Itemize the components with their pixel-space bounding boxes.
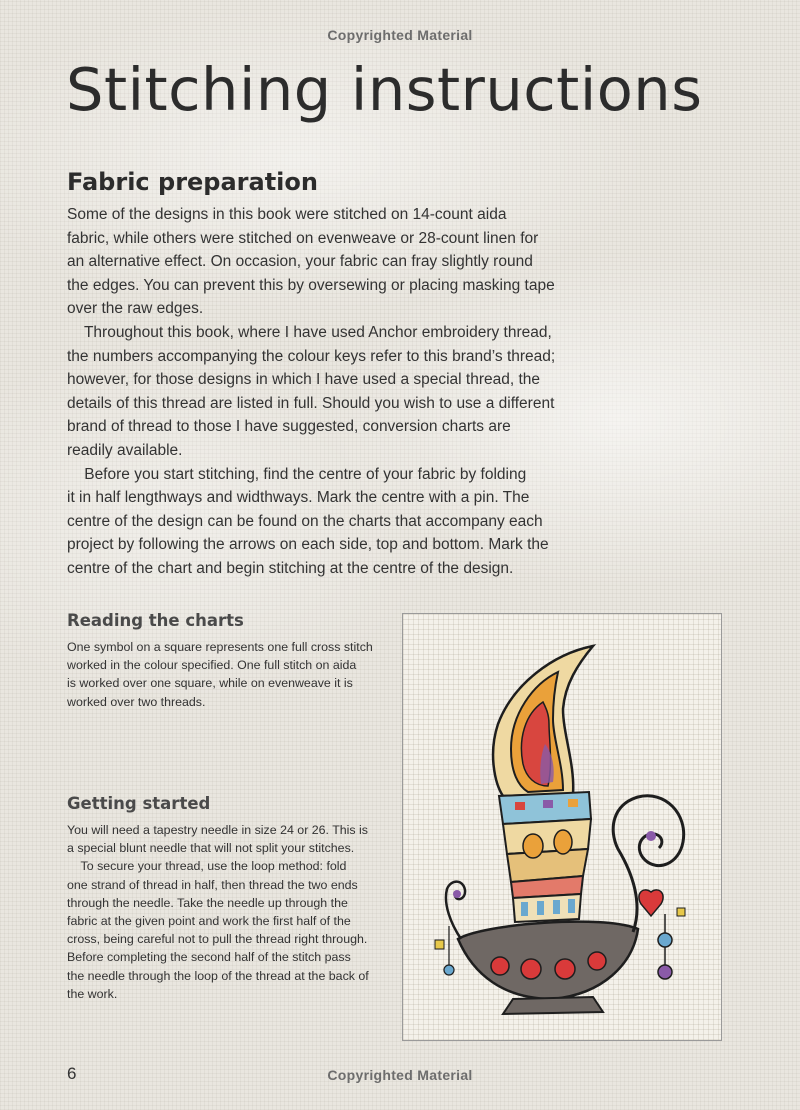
spiral-dot [453,890,461,898]
reading-charts-heading: Reading the charts [67,611,244,630]
body-line: however, for those designs in which I have used a special thread, the [67,371,541,389]
candle-window [554,830,572,854]
heart-icon [639,890,663,916]
fabric-preparation-heading: Fabric preparation [67,168,318,196]
lamp-gem [491,957,509,975]
body-line: You will need a tapestry needle in size 24 or 26. This is [67,823,368,837]
header-copyright: Copyrighted Material [327,27,473,43]
charm-dot [435,940,444,949]
body-line: it in half lengthways and widthways. Mark the centre with a pin. The [67,489,530,507]
charm-bead [658,933,672,947]
body-line: cross, being careful not to pull the thread right through. [67,932,368,947]
candle-window [523,834,543,858]
body-line: project by following the arrows on each side, top and bottom. Mark the [67,536,549,554]
candle-stripe [537,901,544,915]
getting-started-body [67,821,397,1003]
candle-dot [515,802,525,810]
lamp-base [503,997,603,1014]
charm-bead [658,965,672,979]
getting-started-heading: Getting started [67,794,211,813]
lamp-gem [521,959,541,979]
candle-stripe [553,900,560,914]
body-line: brand of thread to those I have suggested, conversion charts are [67,418,511,436]
body-line: Throughout this book, where I have used Anchor embroidery thread, [67,323,552,341]
body-line: Before completing the second half of the stitch pass [67,950,351,965]
body-line: a special blunt needle that will not split your stitches. [67,841,355,856]
body-line: To secure your thread, use the loop method: fold [67,859,347,874]
body-line: fabric at the given point and work the first half of the [67,914,351,929]
lamp-bowl [458,922,638,999]
body-line: the needle through the loop of the thread at the back of [67,968,369,983]
lamp-gem [588,952,606,970]
body-line: over the raw edges. [67,300,204,318]
reading-charts-body [67,638,397,711]
candle-stripe [568,899,575,913]
cross-stitch-candle-photo [402,613,722,1041]
charm-dot [677,908,685,916]
candle-stripe [521,902,528,916]
lamp-gem [555,959,575,979]
body-line: one strand of thread in half, then thread the two ends [67,877,358,892]
page-number: 6 [67,1064,77,1083]
body-line: worked over two threads. [67,694,206,709]
candle-dot [543,800,553,808]
body-line: the numbers accompanying the colour keys refer to this brand’s thread; [67,347,556,365]
body-line: Some of the designs in this book were stitched on 14-count aida [67,206,507,223]
body-line: One symbol on a square represents one full cross stitch [67,640,373,654]
charm-bead [444,965,454,975]
candle-lamp-illustration [403,614,722,1041]
page-title: Stitching instructions [66,55,703,124]
body-line: worked in the colour specified. One full stitch on aida [67,658,357,673]
candle-dot [568,799,578,807]
body-line: an alternative effect. On occasion, your fabric can fray slightly round [67,253,533,271]
body-line: centre of the chart and begin stitching at the centre of the design. [67,559,514,577]
body-line: is worked over one square, while on evenweave it is [67,676,353,691]
body-line: Before you start stitching, find the centre of your fabric by folding [67,465,527,483]
body-line: through the needle. Take the needle up through the [67,895,348,910]
footer-copyright: Copyrighted Material [327,1067,473,1083]
body-line: details of this thread are listed in full. Should you wish to use a different [67,394,555,412]
body-line: centre of the design can be found on the charts that accompany each [67,512,543,530]
body-line: readily available. [67,441,183,459]
spiral-dot [646,831,656,841]
fabric-preparation-body [67,203,567,581]
body-line: the work. [67,986,118,1001]
body-line: the edges. You can prevent this by oversewing or placing masking tape [67,276,555,294]
body-line: fabric, while others were stitched on evenweave or 28-count linen for [67,229,539,247]
